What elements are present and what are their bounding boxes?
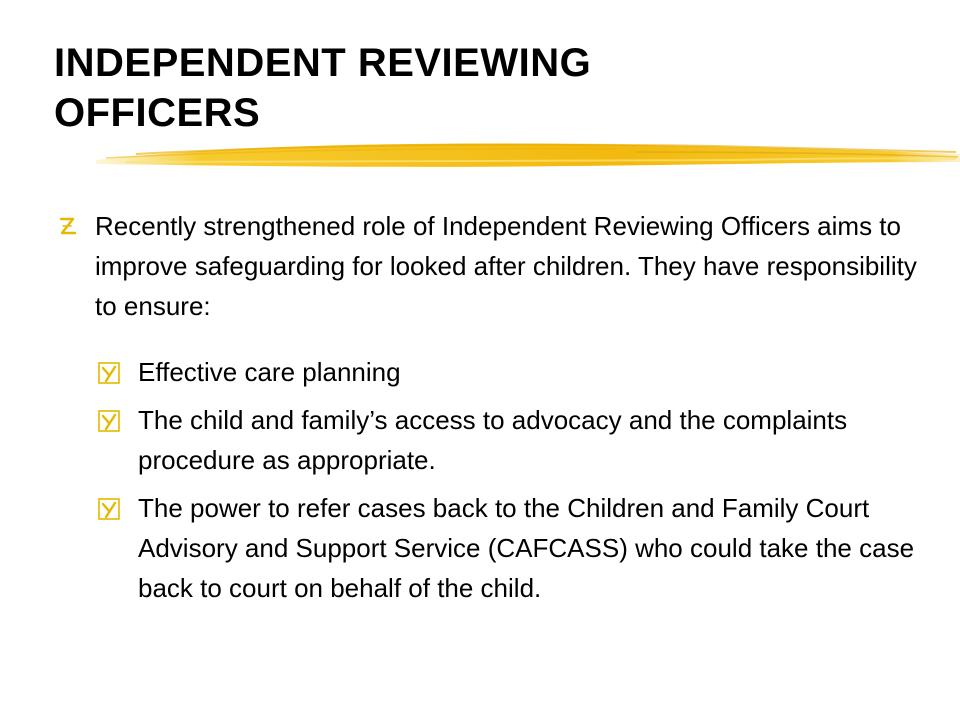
slide-title	[54, 38, 894, 138]
pen-scribble-bullet-icon	[58, 215, 78, 237]
title-line-1: INDEPENDENT REVIEWING	[54, 41, 592, 85]
title-line-2: OFFICERS	[54, 91, 261, 135]
checkbox-bullet-icon	[98, 498, 120, 520]
sub-bullet-item	[96, 400, 918, 480]
checkbox-bullet-icon	[98, 410, 120, 432]
sub-bullet-text: Effective care planning	[138, 357, 401, 387]
sub-bullet-list	[58, 352, 918, 608]
sub-bullet-text: The power to refer cases back to the Children and Family Court Advisory and Support Service (CAFCASS) who could take the case back to court on behalf of the child.	[138, 493, 915, 603]
sub-bullet-text: The child and family’s access to advocacy and the complaints procedure as appropriate.	[138, 405, 848, 475]
sub-bullet-item	[96, 352, 918, 392]
main-bullet-text: Recently strengthened role of Independent Reviewing Officers aims to improve safeguarding for looked after children. They have responsibility to ensure:	[95, 211, 917, 321]
checkbox-bullet-icon	[98, 362, 120, 384]
main-bullet-item	[58, 206, 918, 326]
slide-content	[58, 206, 918, 616]
sub-bullet-item	[96, 488, 918, 608]
brush-stroke-divider	[96, 132, 960, 178]
